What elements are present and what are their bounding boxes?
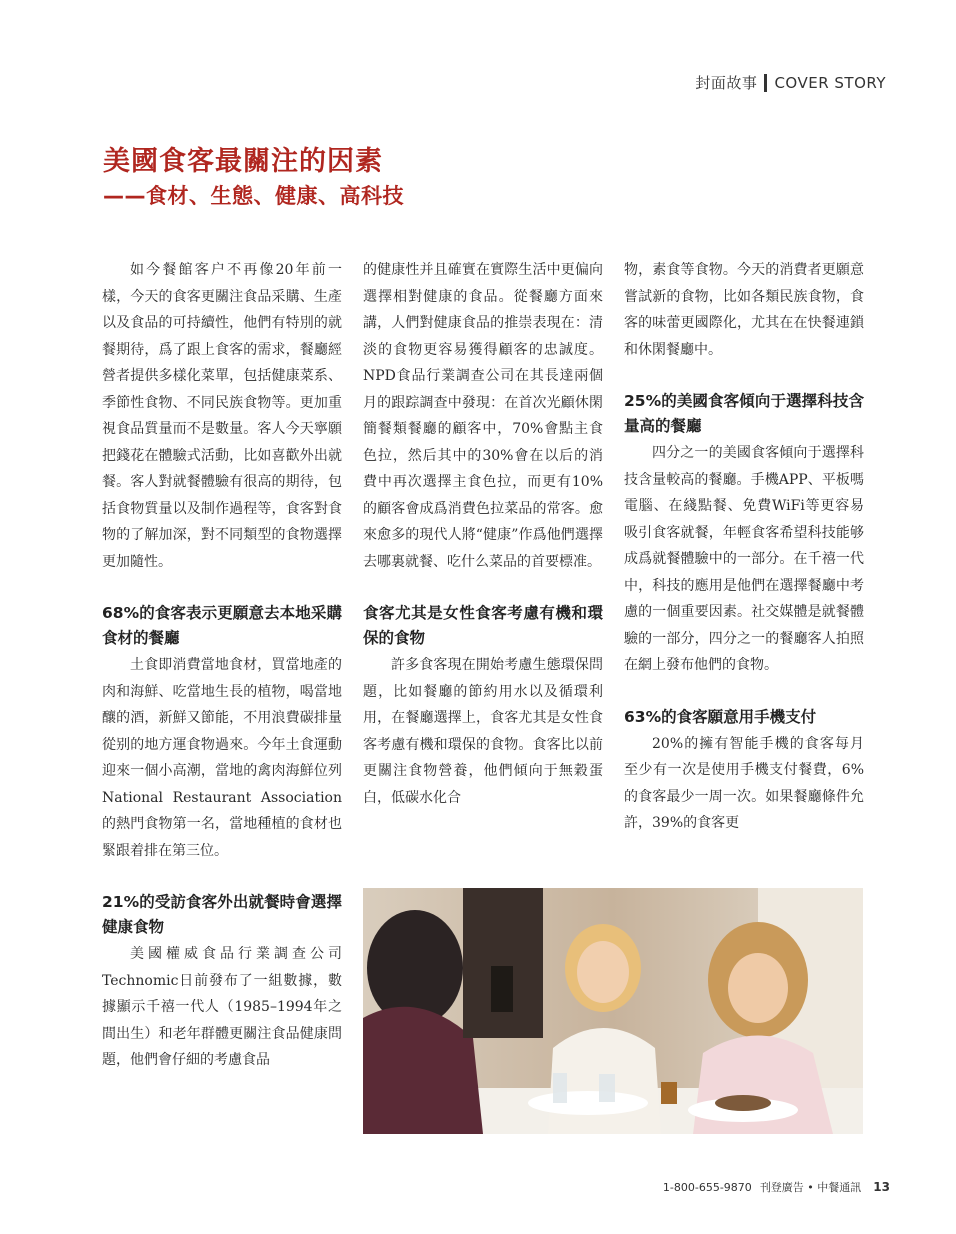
footer-publication: 刊登廣告 • 中餐通訊 [759,1181,862,1194]
section-label-zh: 封面故事 [695,74,758,92]
footer-phone: 1-800-655-9870 [662,1180,752,1194]
section-paragraph-68: 土食即消費當地食材，買當地產的肉和海鮮、吃當地生長的植物，喝當地釀的酒，新鮮又節能，不用浪費碳排量從别的地方運食物過來。今年土食運動迎來一個小高潮，當地的禽肉海鮮位列National Restaurant Association的熱門食物第一名，當地種植的食材也緊跟着排在第三位。 [102,657,342,859]
header-divider [764,74,767,92]
continued-paragraph: 物，素食等食物。今天的消費者更願意嘗試新的食物，比如各類民族食物，食客的味蕾更國際化，尤其在在快餐連鎖和休閑餐廳中。 [624,262,864,358]
page-number: 13 [873,1180,890,1194]
section-paragraph-women: 許多食客現在開始考慮生態環保問題，比如餐廳的節約用水以及循環利用，在餐廳選擇上，食客尤其是女性食客考慮有機和環保的食物。食客比以前更關注食物營養，他們傾向于無穀蛋白，低碳水化合 [363,657,603,806]
article-subtitle: ——食材、生態、健康、高科技 [103,184,404,208]
continued-paragraph: 的健康性并且確實在實際生活中更偏向選擇相對健康的食品。從餐廳方面來講，人們對健康食品的推崇表現在：清淡的食物更容易獲得顧客的忠誠度。NPD食品行業調查公司在其長達兩個月的跟踪調查中發現：在首次光顧休閑簡餐類餐廳的顧客中，70%會點主食色拉，然后其中的30%會在以后的消費中再次選擇主食色拉，而更有10%的顧客會成爲消費色拉菜品的常客。愈來愈多的現代人將“健康”作爲他們選擇去哪裏就餐、吃什么菜品的首要標准。 [363,262,603,570]
restaurant-diners-photo [363,888,863,1134]
intro-paragraph: 如今餐館客户不再像20年前一樣，今天的食客更關注食品采購、生產以及食品的可持續性，他們有特別的就餐期待，爲了跟上食客的需求，餐廳經營者提供多樣化菜單，包括健康菜系、季節性食物、不同民族食物等。更加重視食品質量而不是數量。客人今天寧願把錢花在體驗式活動，比如喜歡外出就餐。客人對就餐體驗有很高的期待，包括食物質量以及制作過程等，食客對食物的了解加深，對不同類型的食物選擇更加隨性。 [102,262,342,570]
article-title: 美國食客最關注的因素 [103,146,383,177]
section-paragraph-25: 四分之一的美國食客傾向于選擇科技含量較高的餐廳。手機APP、平板嗎電腦、在綫點餐、免費WiFi等更容易吸引食客就餐，年輕食客希望科技能够成爲就餐體驗中的一部分。在千禧一代中，科技的應用是他們在選擇餐廳中考慮的一個重要因素。社交媒體是就餐體驗的一部分，四分之一的餐廳客人拍照在網上發布他們的食物。 [624,445,864,673]
section-heading-63: 63%的食客願意用手機支付 [624,707,817,726]
text-column-3 [624,257,864,837]
section-paragraph-63: 20%的擁有智能手機的食客每月至少有一次是使用手機支付餐費，6%的食客最少一周一次。如果餐廳條件允許，39%的食客更 [624,735,864,831]
section-paragraph-21: 美國權威食品行業調查公司Technomic日前發布了一組數據，數據顯示千禧一代人（1985–1994年之間出生）和老年群體更關注食品健康問題，他們會仔細的考慮食品 [102,946,342,1068]
article-title-block [103,146,404,210]
section-heading-women: 食客尤其是女性食客考慮有機和環保的食物 [363,604,603,647]
text-column-2 [363,257,603,811]
section-header [695,72,886,93]
section-label-en: COVER STORY [774,73,886,92]
page-footer [663,1179,890,1195]
section-heading-25: 25%的美國食客傾向于選擇科技含量高的餐廳 [624,392,864,435]
section-heading-21: 21%的受訪食客外出就餐時會選擇健康食物 [102,893,342,936]
text-column-1 [102,257,342,1074]
section-heading-68: 68%的食客表示更願意去本地采購食材的餐廳 [102,604,342,647]
